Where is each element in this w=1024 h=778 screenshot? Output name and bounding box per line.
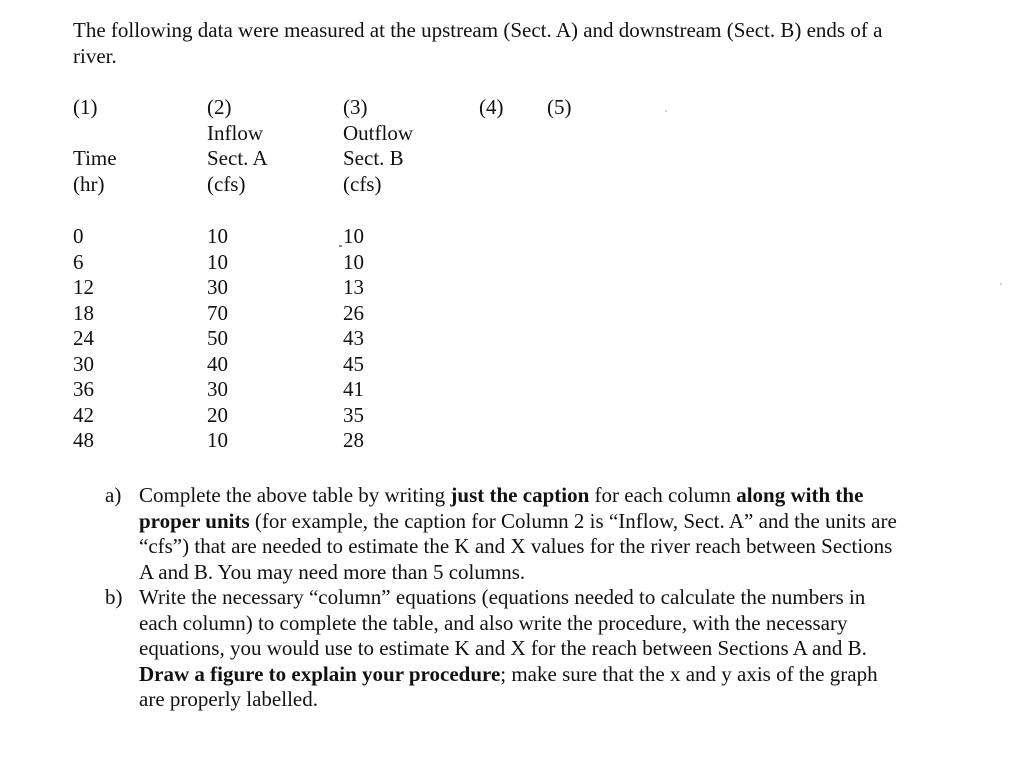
table-cell: 42 <box>73 402 94 427</box>
column-unit: (cfs) <box>207 171 246 196</box>
question-text <box>139 483 905 585</box>
bold-run: just the caption <box>450 483 590 507</box>
scan-speck <box>665 110 667 112</box>
column-3-header <box>343 95 413 197</box>
table-cell: 43 <box>343 326 364 350</box>
table-cell: 10 <box>207 224 228 248</box>
table-cell: 26 <box>343 300 364 325</box>
question-a <box>105 483 905 585</box>
outflow-values-column <box>343 224 364 454</box>
table-cell: 10 <box>343 224 364 248</box>
column-caption-line: Sect. A <box>207 146 268 170</box>
table-cell: 70 <box>207 300 228 325</box>
column-number: (3) <box>343 95 368 119</box>
table-cell: 18 <box>73 300 94 325</box>
text-run: Complete the above table by writing <box>139 483 451 507</box>
question-marker: b) <box>105 585 123 609</box>
column-number: (2) <box>207 95 232 119</box>
column-5-header <box>547 95 572 121</box>
question-b <box>105 585 905 713</box>
table-cell: 20 <box>207 402 228 427</box>
column-number: (4) <box>479 95 504 119</box>
time-values-column <box>73 224 94 454</box>
table-cell: 50 <box>207 326 228 350</box>
table-cell: 36 <box>73 377 94 401</box>
table-cell: 10 <box>207 249 228 274</box>
table-cell: 45 <box>343 351 364 376</box>
table-cell: 6 <box>73 249 84 274</box>
table-cell: 41 <box>343 377 364 401</box>
table-cell: 10 <box>207 428 228 452</box>
table-cell: 30 <box>207 275 228 299</box>
table-cell: 30 <box>73 351 94 376</box>
table-cell: 13 <box>343 275 364 299</box>
column-4-header <box>479 95 504 121</box>
bold-run: along with the proper units <box>139 483 864 533</box>
column-caption-line: Inflow <box>207 120 263 145</box>
intro-paragraph: The following data were measured at the upstream (Sect. A) and downstream (Sect. B) ends of a river. <box>73 18 883 68</box>
column-unit: (cfs) <box>343 171 382 196</box>
text-run: Write the necessary “column” equations (equations needed to calculate the numbers in each column) to complete the table, and also write the procedure, with the necessary equations, you would use to estimate K and X for the reach between Sections A and B. <box>139 585 867 660</box>
table-cell: 12 <box>73 275 94 299</box>
table-cell: 10 <box>343 249 364 274</box>
column-caption-line: Outflow <box>343 120 413 145</box>
question-marker: a) <box>105 483 122 507</box>
bold-run: Draw a figure to explain your procedure <box>139 661 501 686</box>
table-cell: 30 <box>207 377 228 401</box>
table-cell: 24 <box>73 326 94 350</box>
column-2-header <box>207 95 268 197</box>
questions-list <box>105 483 905 713</box>
column-caption-line <box>73 121 117 147</box>
table-cell: 35 <box>343 402 364 427</box>
scan-speck <box>339 245 342 247</box>
column-number: (5) <box>547 95 572 119</box>
text-run: ; make sure that the x and y axis of the graph are properly labelled. <box>139 661 878 711</box>
column-number: (1) <box>73 95 98 119</box>
text-run: (for example, the caption for Column 2 is “Inflow, Sect. A” and the units are “cfs”) that are needed to estimate the K and X values for the river reach between Sections A and B. You may need more than 5 columns. <box>139 508 897 584</box>
scan-speck <box>1000 283 1002 285</box>
table-cell: 0 <box>73 224 84 248</box>
column-1-header <box>73 95 117 197</box>
column-unit: (hr) <box>73 171 105 196</box>
table-cell: 28 <box>343 428 364 452</box>
column-caption-line: Time <box>73 146 117 170</box>
question-text <box>139 585 905 713</box>
table-cell: 48 <box>73 428 94 452</box>
table-cell: 40 <box>207 351 228 376</box>
text-run: for each column <box>589 483 737 507</box>
inflow-values-column <box>207 224 228 454</box>
column-caption-line: Sect. B <box>343 146 404 170</box>
